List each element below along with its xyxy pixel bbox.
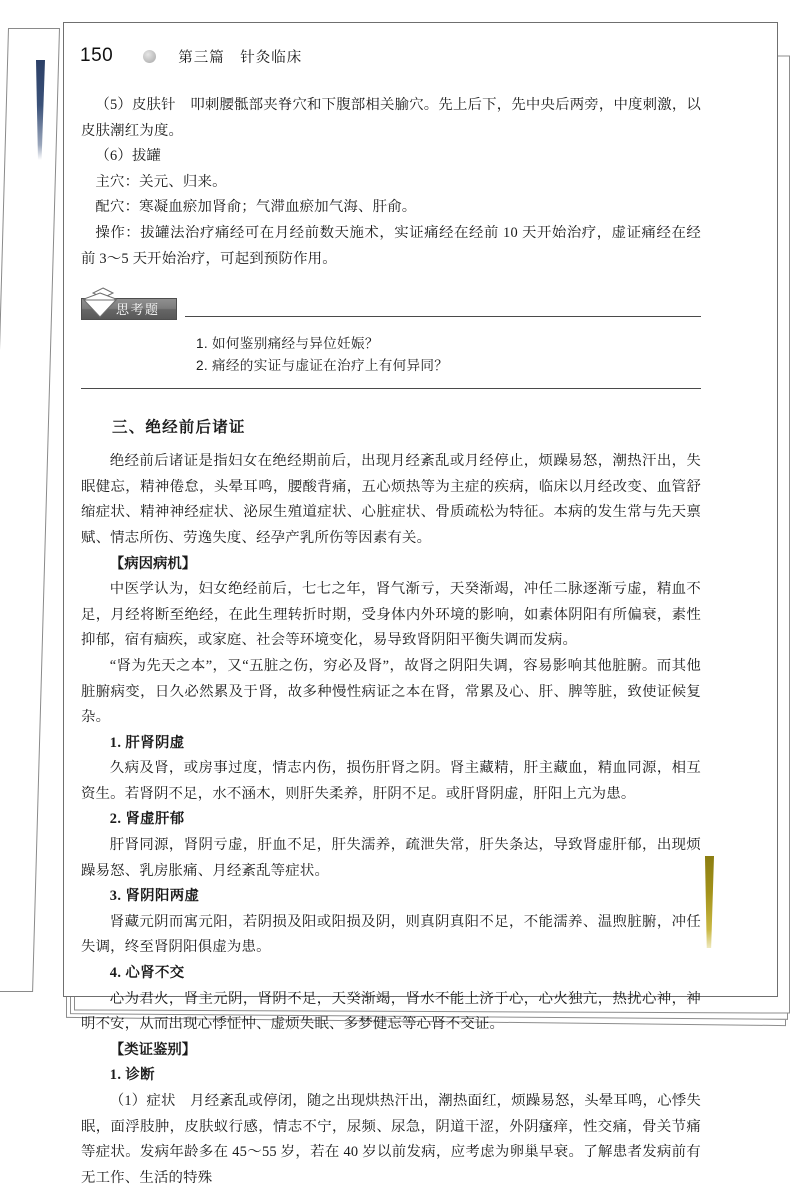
think-question-item: 1. 如何鉴别痛经与异位妊娠？ (196, 336, 379, 352)
think-question-list (196, 333, 701, 377)
subheading-item-1: 1. 肝肾阴虚 (109, 734, 185, 751)
page-number: 150 (80, 45, 114, 66)
page-running-head (80, 45, 302, 67)
spacer (81, 272, 701, 298)
think-question-box (81, 298, 701, 389)
think-rule-bottom (81, 388, 701, 389)
subheading-item-3: 3. 肾阴阳两虚 (109, 888, 200, 905)
subheading-zhenduan: 1. 诊断 (109, 1067, 155, 1084)
book-page (63, 22, 778, 1186)
think-question-item: 2. 痛经的实证与虚证在治疗上有何异同？ (196, 358, 449, 374)
think-question-tag (81, 298, 177, 320)
circle-bullet-icon (143, 50, 156, 63)
subheading-item-4: 4. 心肾不交 (109, 965, 185, 982)
heading-baguan: （6）拔罐 (95, 148, 162, 165)
page-body-column (81, 93, 701, 1191)
running-head-title: 第三篇 针灸临床 (178, 49, 303, 66)
think-rule-top (185, 316, 701, 317)
paragraph-item-2: 肝肾同源，肾阴亏虚，肝血不足，肝失濡养，疏泄失常，肝失条达，导致肾虚肝郁，出现烦躁易怒、乳房胀痛、月经紊乱等症状。 (81, 837, 701, 879)
paragraph-item-1: 久病及肾，或房事过度，情志内伤，损伤肝肾之阴。肾主藏精，肝主藏血，精血同源，相互资生。若肾阴不足，水不涵木，则肝失柔养，肝阴不足。或肝肾阴虚，肝阳上亢为患。 (81, 760, 701, 802)
paragraph-zhengzhuang: （1）症状 月经紊乱或停闭，随之出现烘热汗出，潮热面红，烦躁易怒，头晕耳鸣，心悸失眠，面浮肢肿，皮肤蚁行感，情志不宁，尿频、尿急，阴道干涩，外阴瘙痒，性交痛，骨关节痛等症状。发病年龄多在 45～55 岁，若在 40 岁以前发病，应考虑为卵巢早衰。了解患者发病前有无工作、生活的特殊 (81, 1093, 701, 1186)
paragraph-bingyin-1: 中医学认为，妇女绝经前后，七七之年，肾气渐亏，天癸渐竭，冲任二脉逐渐亏虚，精血不足，月经将断至绝经，在此生理转折时期，受身体内外环境的影响，如素体阴阳有所偏衰，素性抑郁，宿有痼疾，或家庭、社会等环境变化，易导致肾阴阳平衡失调而发病。 (81, 581, 701, 649)
heading-leizheng-jianbie: 【类证鉴别】 (109, 1041, 197, 1058)
paragraph-baguan-zhuxue: 主穴：关元、归来。 (95, 173, 227, 190)
heading-bingyin-bingji: 【病因病机】 (109, 555, 197, 572)
section-heading: 三、绝经前后诸证 (112, 419, 246, 437)
paragraph-bingyin-2: “肾为先天之本”，又“五脏之伤，穷必及肾”，故肾之阴阳失调，容易影响其他脏腑。而其他脏腑病变，日久必然累及于肾，故多种慢性病证之本在肾，常累及心、肝、脾等脏，致使证候复杂。 (81, 657, 701, 726)
subheading-item-2: 2. 肾虚肝郁 (109, 811, 185, 828)
paragraph-baguan-caozuo: 操作：拔罐法治疗痛经可在月经前数天施术，实证痛经在经前 10 天开始治疗，虚证痛经在经前 3～5 天开始治疗，可起到预防作用。 (81, 224, 701, 267)
think-question-label: 思考题 (116, 301, 160, 317)
paper-sheet-left (0, 28, 60, 992)
paragraph-pifuzhen: （5）皮肤针 叩刺腰骶部夹脊穴和下腹部相关腧穴。先上后下，先中央后两旁，中度刺激，以皮肤潮红为度。 (81, 97, 702, 139)
spacer (81, 441, 701, 449)
paragraph-item-3: 肾藏元阴而寓元阳，若阴损及阳或阳损及阴，则真阴真阳不足，不能濡养、温煦脏腑，冲任失调，终至肾阴阳俱虚为患。 (81, 913, 701, 956)
think-question-bar (81, 298, 701, 320)
paragraph-section-intro: 绝经前后诸证是指妇女在绝经期前后，出现月经紊乱或月经停止，烦躁易怒，潮热汗出，失眠健忘，精神倦怠，头晕耳鸣，腰酸背痛，五心烦热等为主症的疾病，临床以月经改变、血管舒缩症状、精神神经症状、泌尿生殖道症状、心脏症状、骨质疏松为特征。本病的发生常与先天禀赋、情志所伤、劳逸失度、经孕产乳所伤等因素有关。 (81, 453, 701, 546)
spacer (81, 389, 701, 415)
paragraph-item-4: 心为君火，肾主元阴，肾阴不足，天癸渐竭，肾水不能上济于心，心火独亢，热扰心神，神明不安，从而出现心悸怔忡、虚烦失眠、多梦健忘等心肾不交证。 (81, 990, 701, 1033)
paragraph-baguan-peixue: 配穴：寒凝血瘀加肾俞；气滞血瘀加气海、肝俞。 (95, 199, 417, 216)
